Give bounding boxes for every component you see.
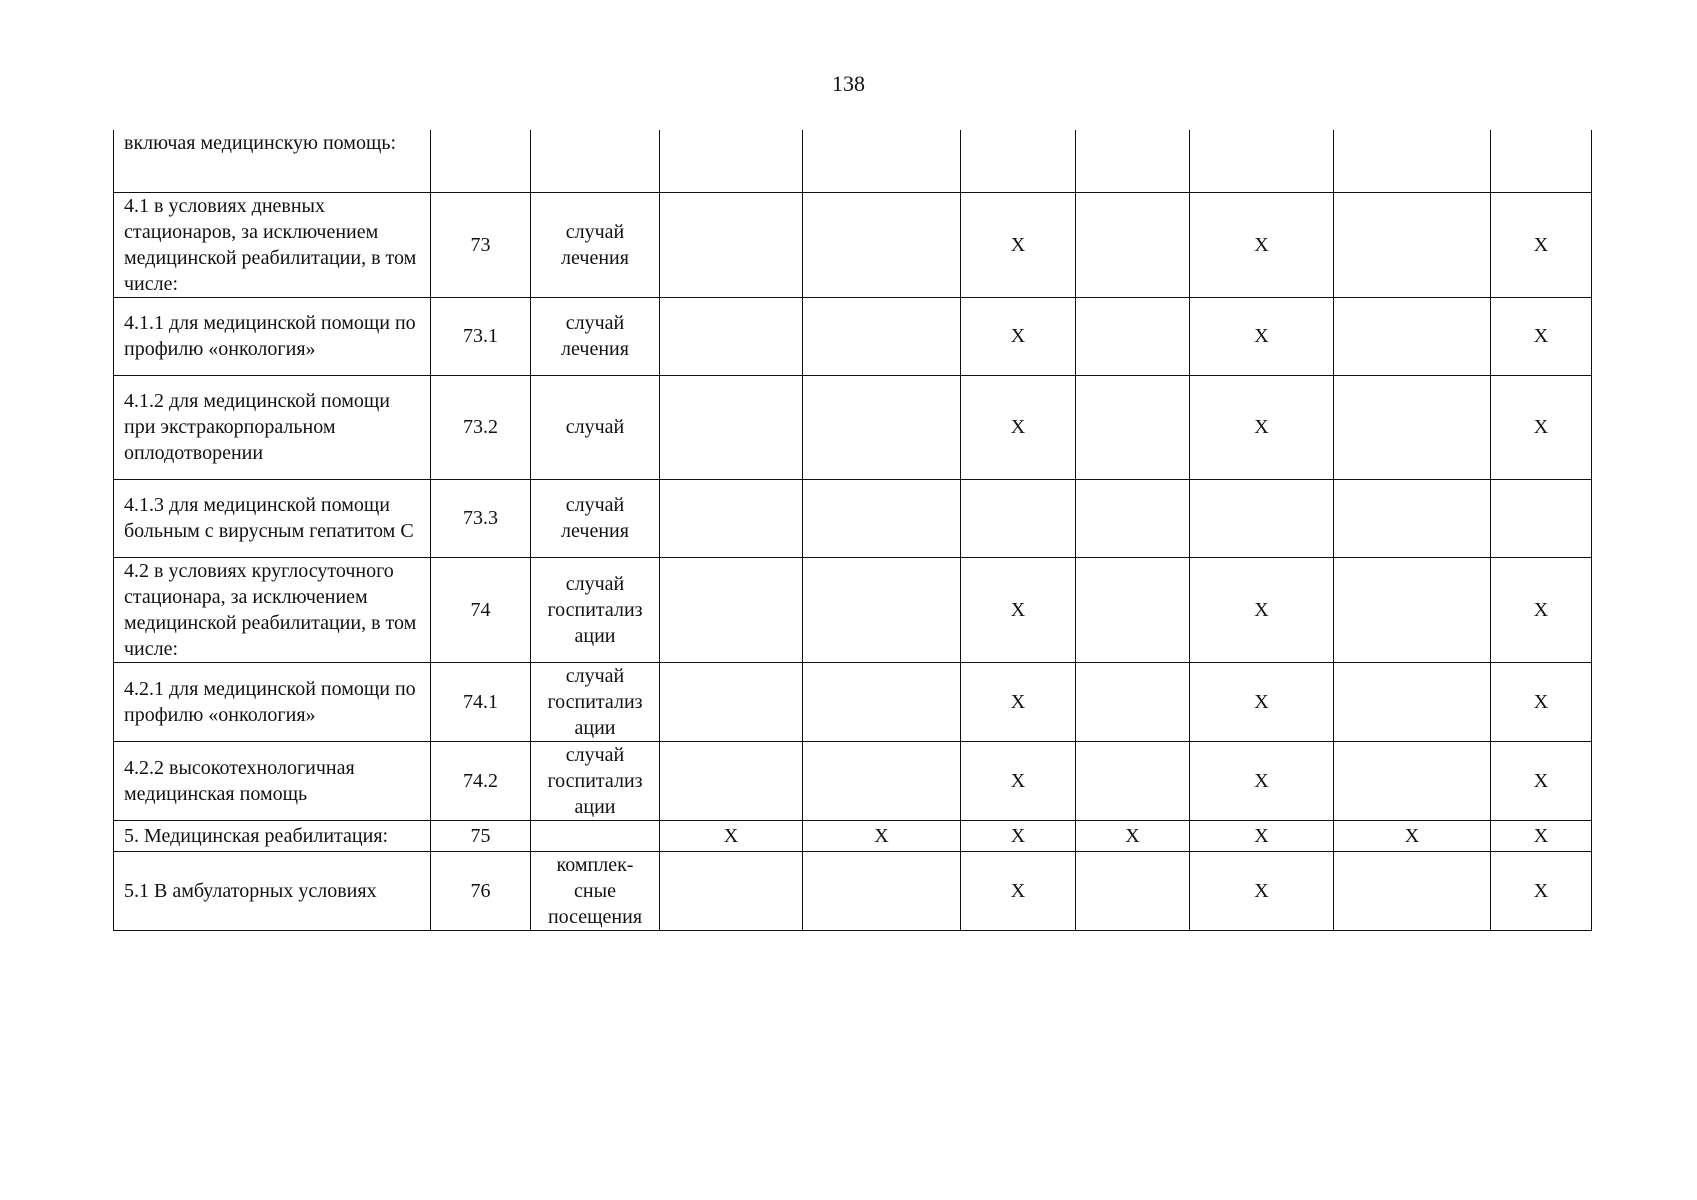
value-cell [660,297,803,375]
value-cell: Х [1491,851,1592,930]
table-row [114,820,1592,851]
value-cell [1076,130,1190,192]
value-cell: Х [961,851,1076,930]
value-cell [1076,662,1190,741]
row-name: 4.1.1 для медицинской помощи по профилю «онкология» [114,297,431,375]
row-name: включая медицинскую помощь: [114,130,431,192]
value-cell [1076,192,1190,297]
row-code: 76 [431,851,531,930]
value-cell: Х [961,557,1076,662]
row-unit: случай лечения [531,479,660,557]
row-code: 73 [431,192,531,297]
value-cell: Х [1190,297,1334,375]
table-row [114,375,1592,479]
value-cell: Х [961,192,1076,297]
row-name: 5.1 В амбулаторных условиях [114,851,431,930]
value-cell [961,479,1076,557]
value-cell [1334,662,1491,741]
table-row [114,662,1592,741]
row-code [431,130,531,192]
value-cell [1076,297,1190,375]
table-row [114,557,1592,662]
row-code: 75 [431,820,531,851]
value-cell [1076,741,1190,820]
row-code: 73.2 [431,375,531,479]
table-row [114,741,1592,820]
value-cell: Х [1190,741,1334,820]
value-cell: Х [1491,741,1592,820]
value-cell: Х [1491,820,1592,851]
row-name: 4.1.2 для медицинской помощи при экстракорпоральном оплодотворении [114,375,431,479]
row-code: 73.3 [431,479,531,557]
value-cell [1334,297,1491,375]
row-name: 4.1.3 для медицинской помощи больным с вирусным гепатитом С [114,479,431,557]
value-cell [660,130,803,192]
row-unit: случай госпитализ ации [531,662,660,741]
value-cell: Х [1190,851,1334,930]
row-name: 4.1 в условиях дневных стационаров, за исключением медицинской реабилитации, в том числе: [114,192,431,297]
row-unit: случай госпитализ ации [531,557,660,662]
row-code: 74.2 [431,741,531,820]
value-cell: Х [961,375,1076,479]
value-cell [1334,375,1491,479]
value-cell: Х [1491,375,1592,479]
value-cell [803,741,961,820]
value-cell: Х [1190,557,1334,662]
value-cell: Х [803,820,961,851]
table-row [114,479,1592,557]
row-unit: комплек- сные посещения [531,851,660,930]
value-cell: Х [1190,662,1334,741]
value-cell [660,192,803,297]
table-row [114,130,1592,192]
value-cell: Х [660,820,803,851]
value-cell [660,662,803,741]
value-cell [1334,192,1491,297]
value-cell [1491,479,1592,557]
value-cell [660,851,803,930]
value-cell [803,479,961,557]
value-cell [1076,851,1190,930]
table-row [114,297,1592,375]
value-cell [1491,130,1592,192]
value-cell [1076,375,1190,479]
table-row [114,851,1592,930]
page-number: 138 [832,71,865,96]
value-cell [803,662,961,741]
row-code: 73.1 [431,297,531,375]
value-cell: Х [1190,375,1334,479]
value-cell [660,557,803,662]
value-cell [660,741,803,820]
row-unit: случай [531,375,660,479]
row-name: 5. Медицинская реабилитация: [114,820,431,851]
value-cell: Х [1076,820,1190,851]
value-cell [1334,741,1491,820]
table-row [114,192,1592,297]
row-unit: случай лечения [531,297,660,375]
value-cell: Х [1491,297,1592,375]
value-cell [803,297,961,375]
row-code: 74 [431,557,531,662]
row-name: 4.2.2 высокотехнологичная медицинская помощь [114,741,431,820]
value-cell: Х [1491,662,1592,741]
row-name: 4.2 в условиях круглосуточного стационара, за исключением медицинской реабилитации, в том числе: [114,557,431,662]
value-cell [803,130,961,192]
value-cell: Х [1190,192,1334,297]
value-cell [803,557,961,662]
value-cell [803,375,961,479]
value-cell [1334,851,1491,930]
value-cell: Х [1491,192,1592,297]
value-cell: Х [961,820,1076,851]
value-cell [961,130,1076,192]
row-code: 74.1 [431,662,531,741]
value-cell [1076,557,1190,662]
value-cell [1334,557,1491,662]
value-cell [1190,479,1334,557]
value-cell [660,479,803,557]
value-cell: Х [1190,820,1334,851]
row-unit [531,820,660,851]
value-cell [1190,130,1334,192]
value-cell [803,851,961,930]
value-cell: Х [961,297,1076,375]
value-cell [660,375,803,479]
row-unit [531,130,660,192]
value-cell: Х [1491,557,1592,662]
value-cell [1334,130,1491,192]
row-unit: случай лечения [531,192,660,297]
value-cell [1334,479,1491,557]
value-cell: Х [961,662,1076,741]
value-cell [1076,479,1190,557]
data-table [113,130,1592,931]
row-name: 4.2.1 для медицинской помощи по профилю «онкология» [114,662,431,741]
row-unit: случай госпитализ ации [531,741,660,820]
value-cell: Х [961,741,1076,820]
value-cell: Х [1334,820,1491,851]
value-cell [803,192,961,297]
